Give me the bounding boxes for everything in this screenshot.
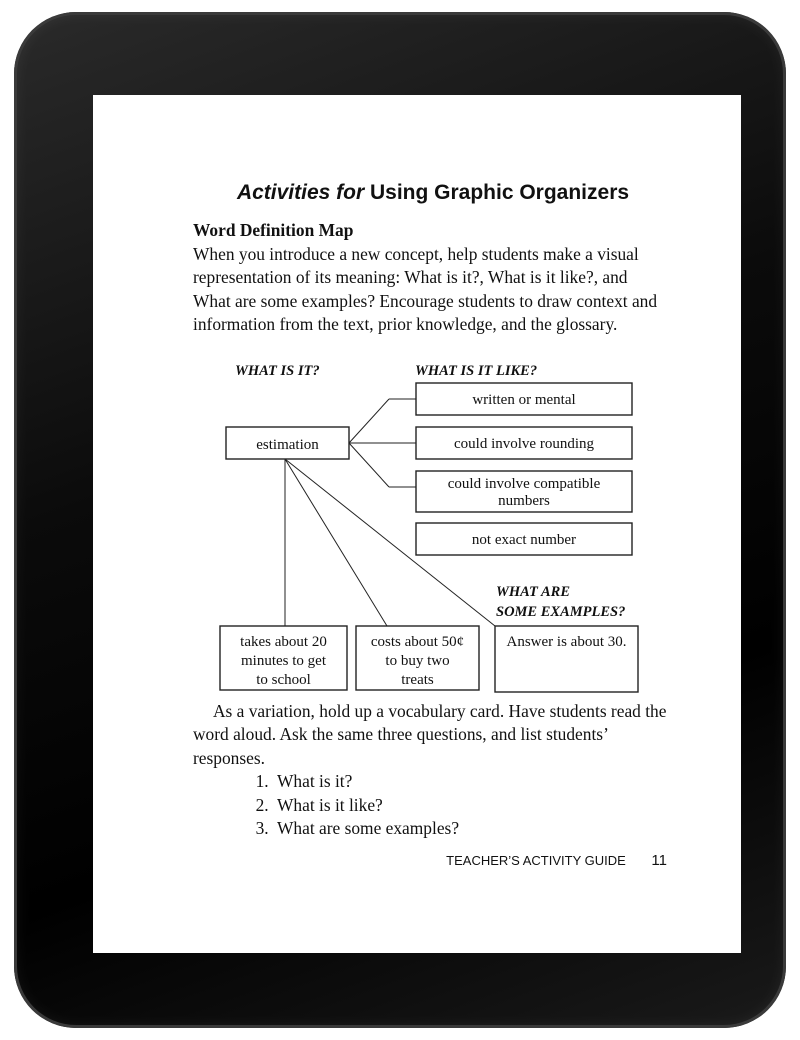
example-box xyxy=(495,626,638,692)
question-list xyxy=(193,770,673,840)
tablet-bezel xyxy=(14,12,786,1028)
description-text: written or mental xyxy=(472,392,576,408)
label-what-is-it-like: WHAT IS IT LIKE? xyxy=(415,363,538,379)
question-item: 1. What is it? xyxy=(273,770,673,793)
example-text: takes about 20 xyxy=(240,634,327,650)
description-box xyxy=(416,427,632,459)
ebook-page[interactable] xyxy=(93,95,741,953)
question-item: 3. What are some examples? xyxy=(273,817,673,840)
example-text: minutes to get xyxy=(241,653,326,669)
intro-paragraph: When you introduce a new concept, help students make a visual representation of its meaning: What is it?, What is it like?, and What are some examples? Encourage students to draw context and information from the text, prior knowledge, and the glossary. xyxy=(193,243,658,335)
concept-label: estimation xyxy=(256,437,319,453)
title-main: Using Graphic Organizers xyxy=(369,181,630,204)
description-box xyxy=(416,383,632,415)
description-text: could involve rounding xyxy=(454,436,594,452)
example-text: to buy two xyxy=(385,653,450,669)
example-text: costs about 50¢ xyxy=(370,634,465,650)
title-prefix: Activities for xyxy=(236,181,365,204)
description-text: not exact number xyxy=(471,532,577,548)
connector-line xyxy=(349,443,389,487)
description-box xyxy=(416,471,632,512)
label-what-is-it: WHAT IS IT? xyxy=(235,363,320,379)
connector-line xyxy=(349,399,389,443)
variation-paragraph: As a variation, hold up a vocabulary card. Have students read the word aloud. Ask the same three questions, and list students’ responses. xyxy=(193,701,667,768)
example-text: to school xyxy=(256,672,311,688)
page-number: 11 xyxy=(651,852,667,869)
description-box xyxy=(416,523,632,555)
section-heading: Word Definition Map xyxy=(193,220,354,240)
footer-label: TEACHER’S ACTIVITY GUIDE xyxy=(446,853,626,868)
question-item: 2. What is it like? xyxy=(273,794,673,817)
description-text: could involve compatible xyxy=(447,476,601,492)
concept-box xyxy=(226,427,349,459)
label-examples-line-1: WHAT ARE xyxy=(496,584,571,600)
connector-line xyxy=(285,459,387,626)
example-box xyxy=(356,626,479,690)
page-footer xyxy=(446,852,667,869)
example-box xyxy=(220,626,347,690)
description-text: numbers xyxy=(498,493,550,509)
variation-section xyxy=(193,700,673,840)
example-text: Answer is about 30. xyxy=(506,634,627,650)
example-text: treats xyxy=(401,672,434,688)
label-examples-line-2: SOME EXAMPLES? xyxy=(496,604,626,620)
